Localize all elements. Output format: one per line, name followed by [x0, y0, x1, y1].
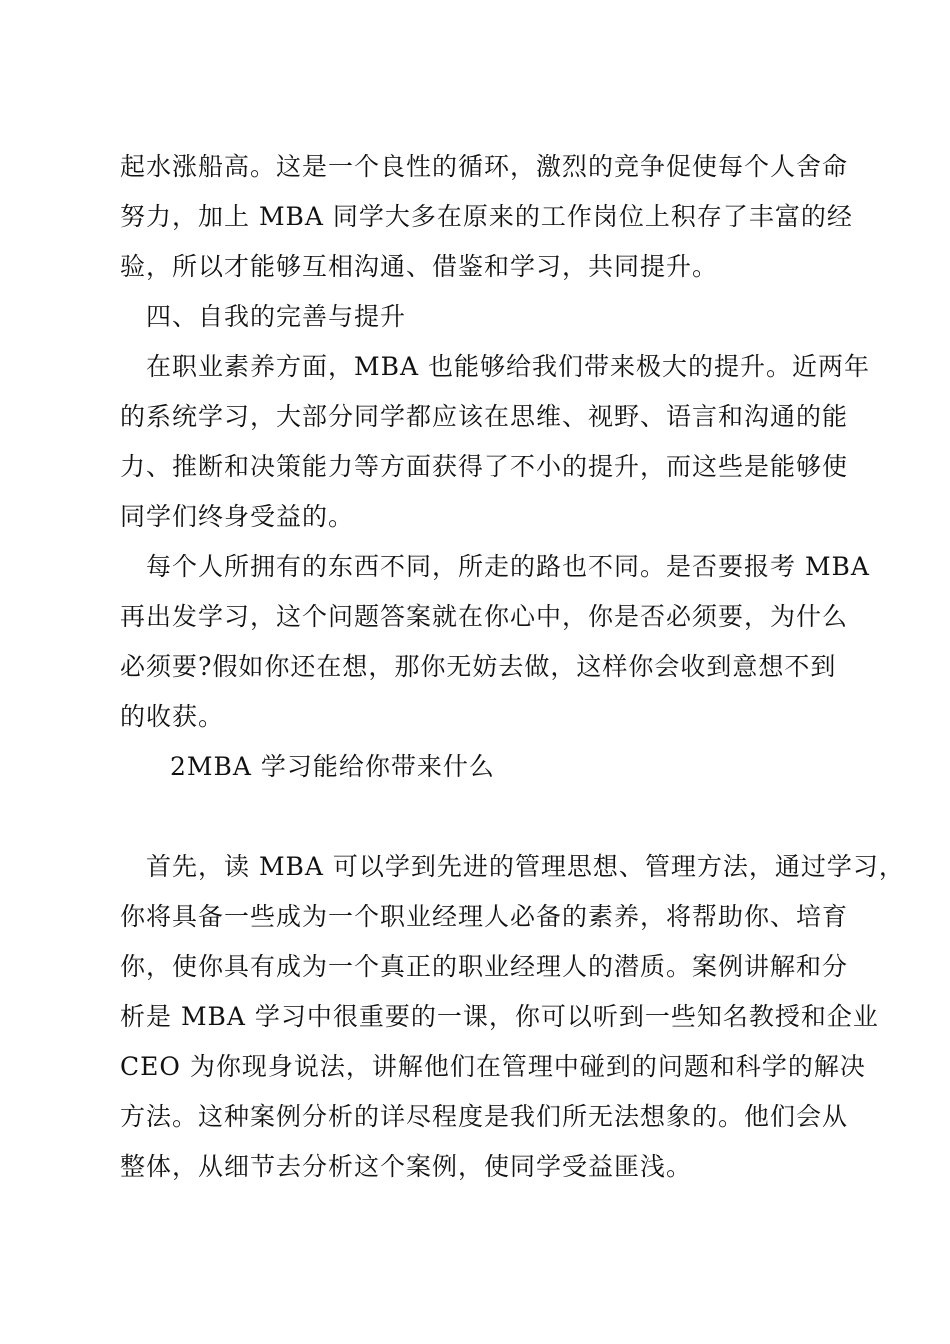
text-line: 的系统学习，大部分同学都应该在思维、视野、语言和沟通的能 — [120, 402, 849, 431]
text-line: 在职业素养方面，MBA 也能够给我们带来极大的提升。近两年 — [146, 352, 870, 381]
text-line: 同学们终身受益的。 — [120, 502, 355, 531]
text-line: 力、推断和决策能力等方面获得了不小的提升，而这些是能够使 — [120, 452, 849, 481]
text-line: 再出发学习，这个问题答案就在你心中，你是否必须要，为什么 — [120, 602, 849, 631]
section-heading: 四、自我的完善与提升 — [146, 302, 407, 331]
text-line: 每个人所拥有的东西不同，所走的路也不同。是否要报考 MBA — [146, 552, 870, 581]
text-line: 你，使你具有成为一个真正的职业经理人的潜质。案例讲解和分 — [120, 952, 849, 981]
text-line: 验，所以才能够互相沟通、借鉴和学习，共同提升。 — [120, 252, 719, 281]
text-line: 努力，加上 MBA 同学大多在原来的工作岗位上积存了丰富的经 — [120, 202, 853, 231]
text-line: 的收获。 — [120, 702, 225, 731]
text-line: 必须要?假如你还在想，那你无妨去做，这样你会收到意想不到 — [120, 652, 837, 681]
text-line: 首先，读 MBA 可以学到先进的管理思想、管理方法，通过学习， — [146, 852, 905, 881]
subtitle: 2MBA 学习能给你带来什么 — [170, 752, 495, 781]
text-line: 起水涨船高。这是一个良性的循环，激烈的竞争促使每个人舍命 — [120, 152, 849, 181]
text-line: 你将具备一些成为一个职业经理人必备的素养，将帮助你、培育 — [120, 902, 849, 931]
text-line: CEO 为你现身说法，讲解他们在管理中碰到的问题和科学的解决 — [120, 1052, 866, 1081]
text-line: 方法。这种案例分析的详尽程度是我们所无法想象的。他们会从 — [120, 1102, 849, 1131]
text-line: 整体，从细节去分析这个案例，使同学受益匪浅。 — [120, 1152, 693, 1181]
text-line: 析是 MBA 学习中很重要的一课，你可以听到一些知名教授和企业 — [120, 1002, 879, 1031]
